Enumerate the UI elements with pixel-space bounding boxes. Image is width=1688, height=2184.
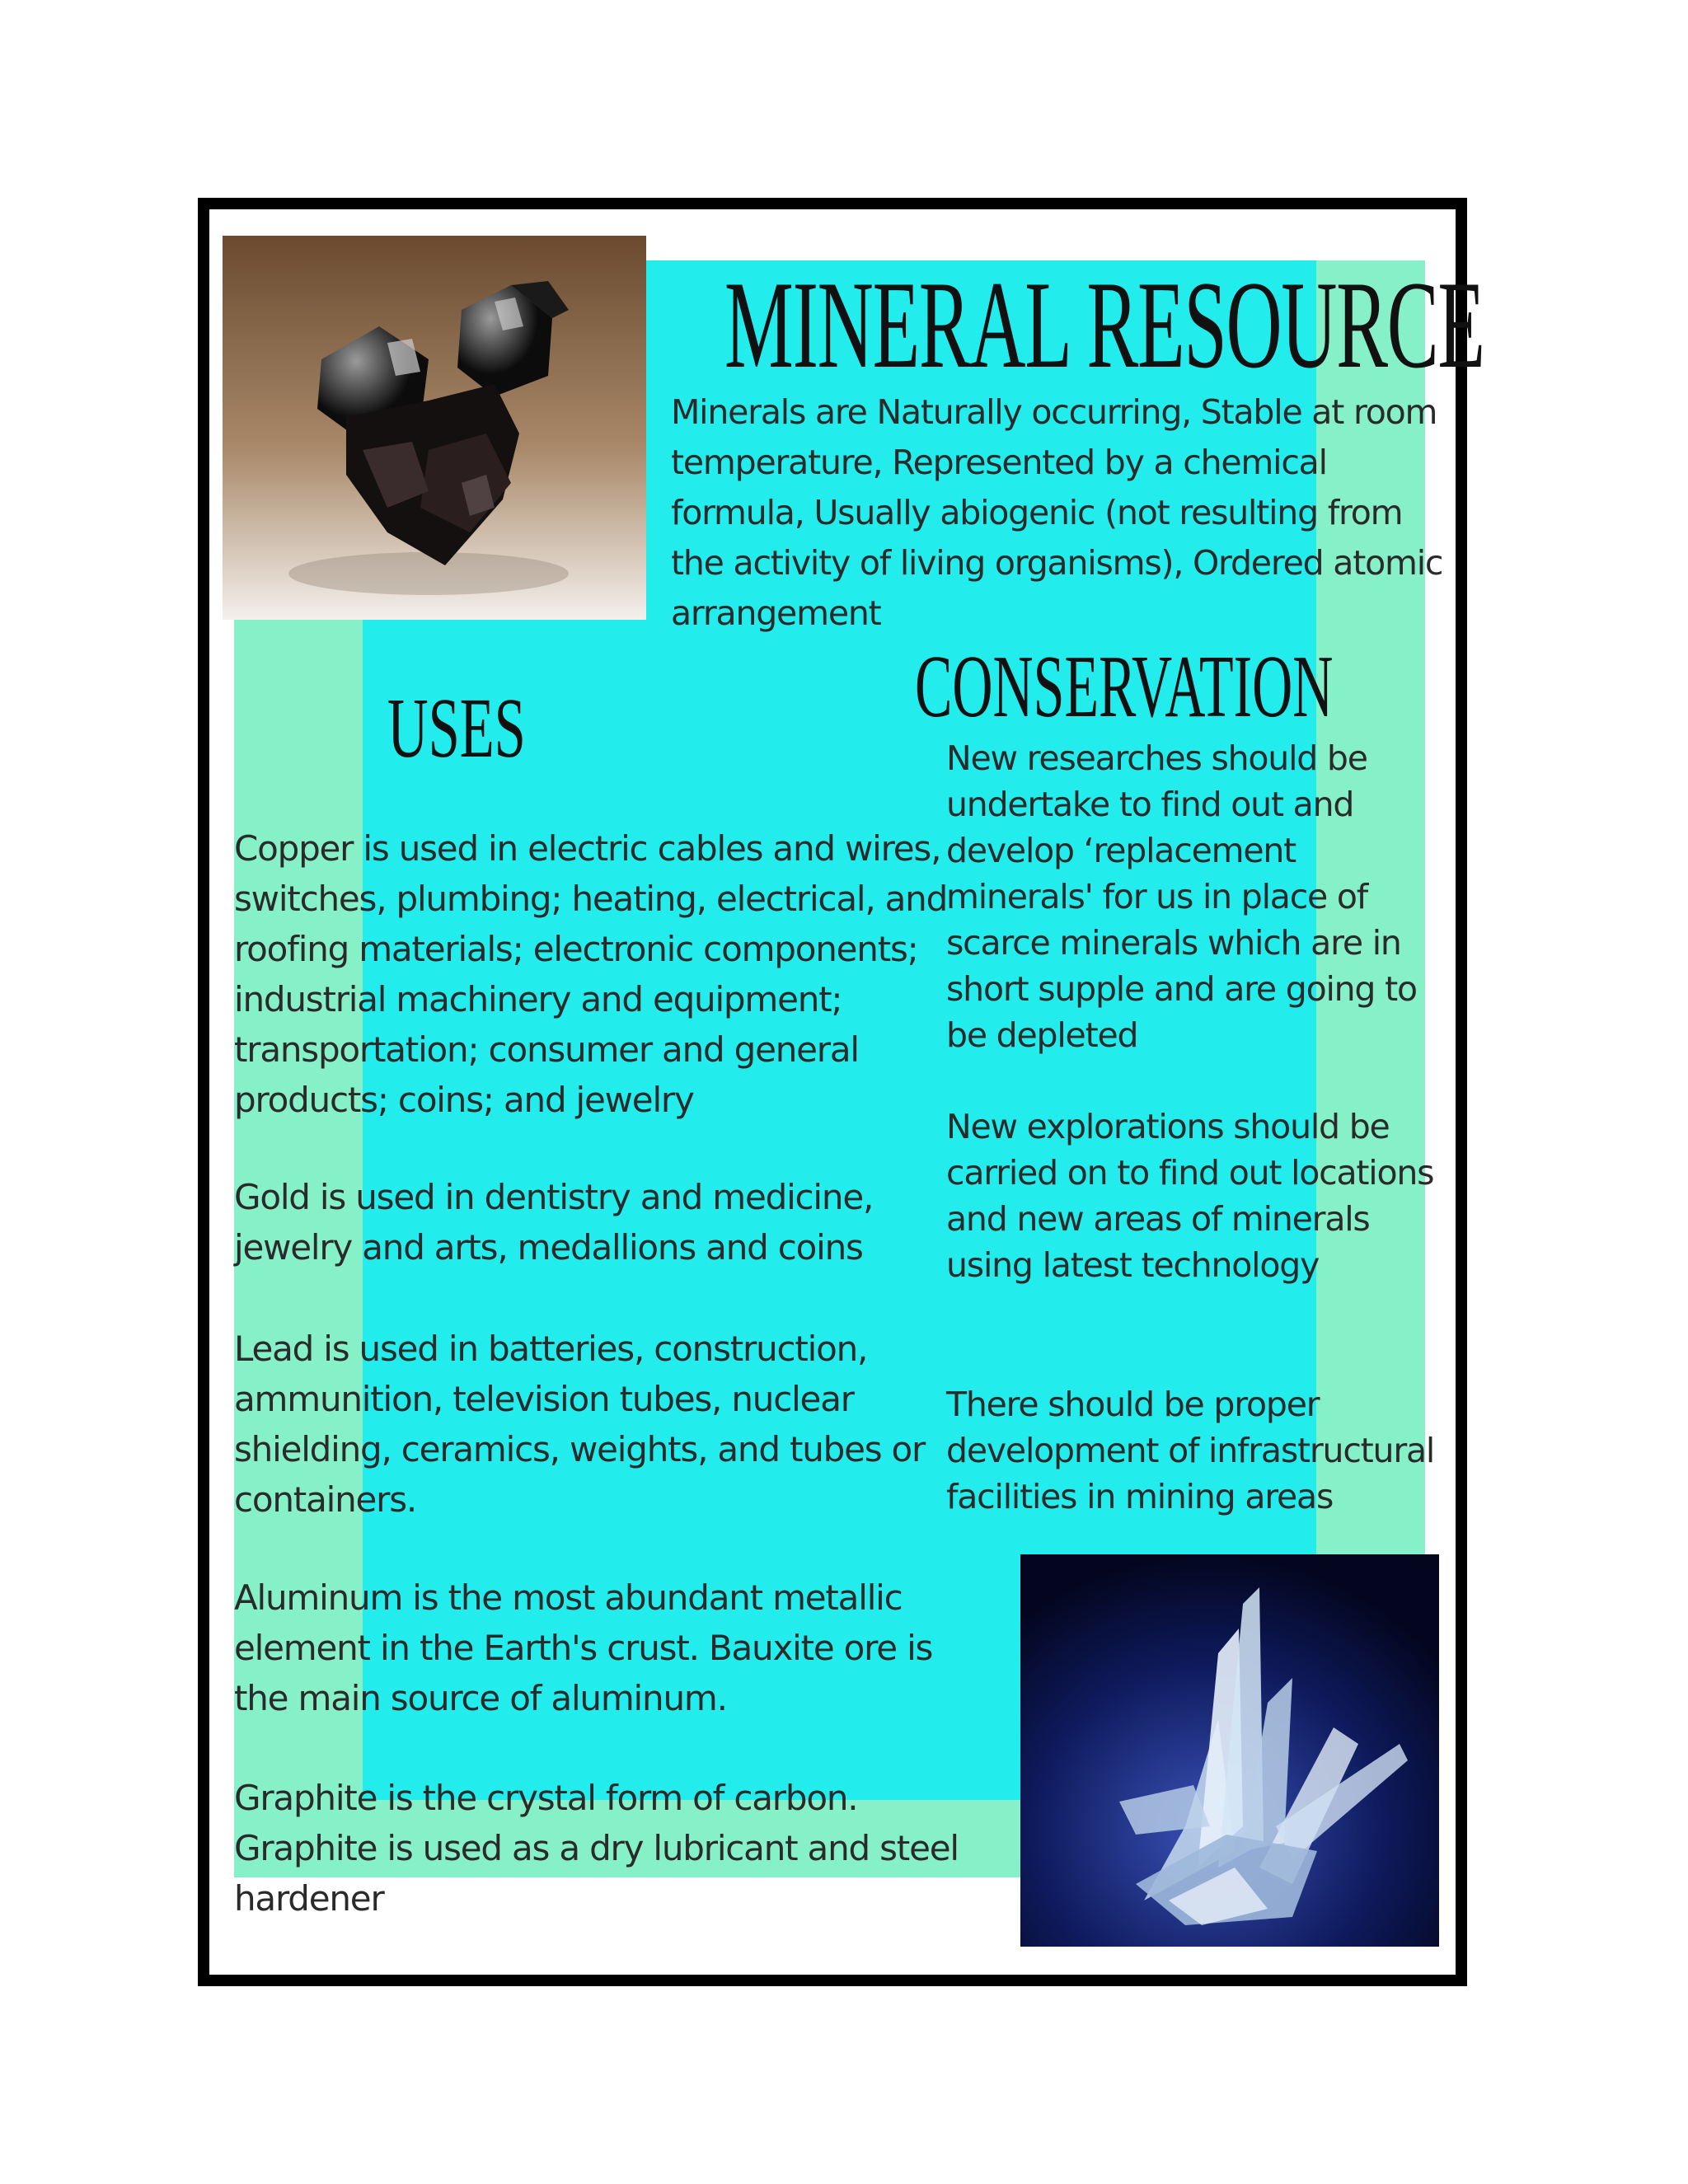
poster-frame xyxy=(198,198,1484,1986)
uses-paragraph-copper: Copper is used in electric cables and wires, switches, plumbing; heating, electrical, and roofing materials; electronic components; industrial machinery and equipment; transportation; consumer and general products; coins; and jewelry xyxy=(234,828,948,1120)
dark-mineral-crystal-photo xyxy=(223,236,646,620)
uses-paragraph-graphite: Graphite is the crystal form of carbon. Graphite is used as a dry lubricant and steel hardener xyxy=(234,1778,959,1919)
conservation-heading: CONSERVATION xyxy=(915,638,1334,736)
conservation-paragraph-exploration: New explorations should be carried on to find out locations and new areas of minerals using latest technology xyxy=(946,1107,1434,1285)
uses-paragraph-aluminum: Aluminum is the most abundant metallic element in the Earth's crust. Bauxite ore is the main source of aluminum. xyxy=(234,1577,933,1718)
page-title: MINERAL RESOURCE xyxy=(724,255,1484,394)
uses-paragraph-lead: Lead is used in batteries, construction, ammunition, television tubes, nuclear shielding, ceramics, weights, and tubes or containers. xyxy=(234,1329,926,1520)
conservation-paragraph-infrastructure: There should be proper development of infrastructural facilities in mining areas xyxy=(946,1385,1435,1516)
intro-paragraph: Minerals are Naturally occurring, Stable at room temperature, Represented by a chemical formula, Usually abiogenic (not resulting from the activity of living organisms), Ordered atomic arrangement xyxy=(671,392,1443,633)
quartz-crystal-cluster-photo xyxy=(1020,1554,1439,1947)
uses-heading: USES xyxy=(387,681,526,776)
conservation-paragraph-research: New researches should be undertake to find out and develop ‘replacement minerals' for us in place of scarce minerals which are in short supple and are going to be depleted xyxy=(946,738,1417,1055)
uses-paragraph-gold: Gold is used in dentistry and medicine, jewelry and arts, medallions and coins xyxy=(234,1177,874,1268)
